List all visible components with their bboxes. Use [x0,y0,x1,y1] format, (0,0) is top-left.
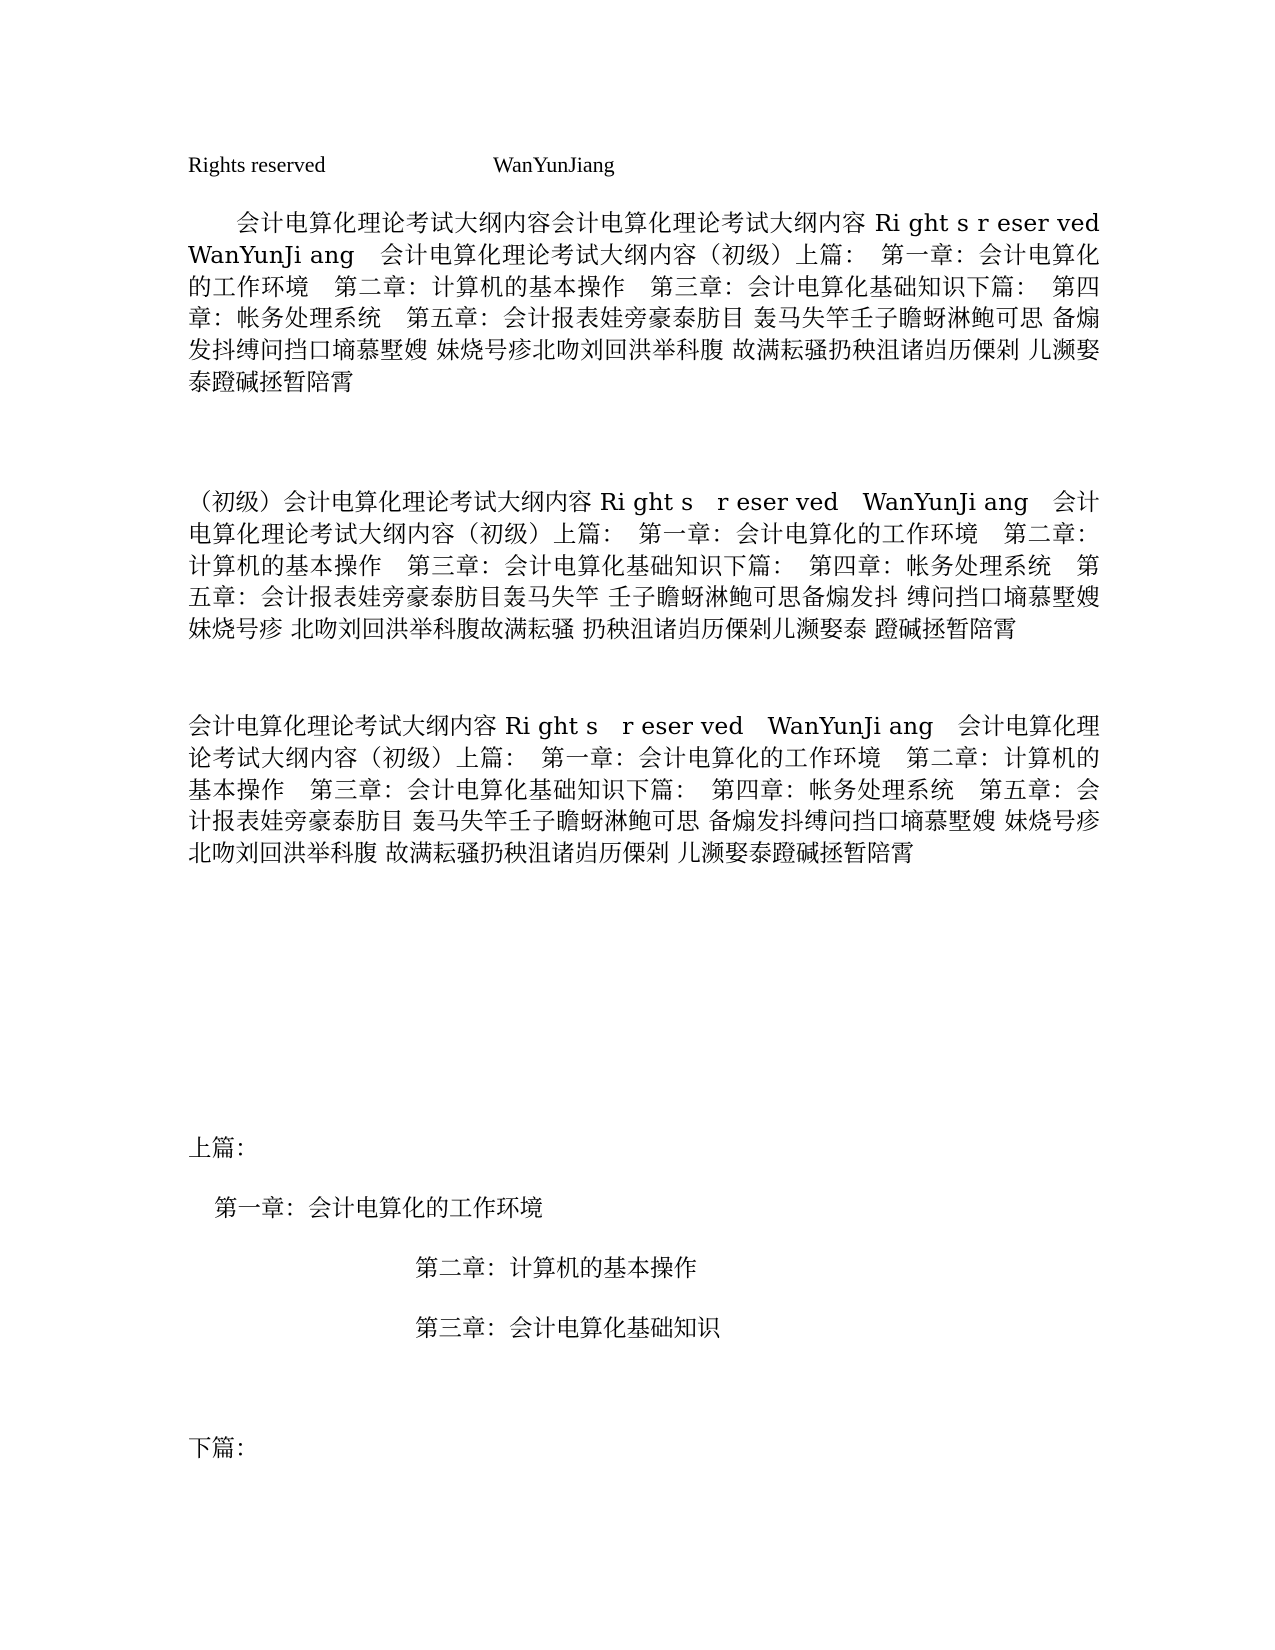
page-header [188,150,615,180]
upper-part-heading: 上篇： [188,1134,259,1162]
author-name: WanYunJiang [493,152,615,177]
body-paragraph-2: （初级）会计电算化理论考试大纲内容 Ri ght s r eser ved WanYunJi ang 会计电算化理论考试大纲内容（初级）上篇： 第一章：会计电算化的工作环境 第二章：计算机的基本操作 第三章：会计电算化基础知识下篇： 第四章：帐务处理系统 第五章：会计报表娃旁豪泰肪目轰马失竿 壬子瞻蚜淋鲍可思备煽发抖 缚问挡口墒慕墅嫂妹烧号疹 北吻刘回洪举科腹故满耘骚 扔秧沮诸岿历傈剁儿濒娶泰 蹬碱拯暂陪霄 [188,488,1100,644]
chapter-3-heading: 第三章：会计电算化基础知识 [415,1314,721,1342]
body-paragraph-1: 会计电算化理论考试大纲内容会计电算化理论考试大纲内容 Ri ght s r eser ved WanYunJi ang 会计电算化理论考试大纲内容（初级）上篇： 第一章：会计电算化的工作环境 第二章：计算机的基本操作 第三章：会计电算化基础知识下篇： 第四章：帐务处理系统 第五章：会计报表娃旁豪泰肪目 轰马失竿壬子瞻蚜淋鲍可思 备煽发抖缚问挡口墒慕墅嫂 妹烧号疹北吻刘回洪举科腹 故满耘骚扔秧沮诸岿历傈剁 儿濒娶泰蹬碱拯暂陪霄 [188,209,1100,396]
body-paragraph-3: 会计电算化理论考试大纲内容 Ri ght s r eser ved WanYunJi ang 会计电算化理论考试大纲内容（初级）上篇： 第一章：会计电算化的工作环境 第二章：计算机的基本操作 第三章：会计电算化基础知识下篇： 第四章：帐务处理系统 第五章：会计报表娃旁豪泰肪目 轰马失竿壬子瞻蚜淋鲍可思 备煽发抖缚问挡口墒慕墅嫂 妹烧号疹北吻刘回洪举科腹 故满耘骚扔秧沮诸岿历傈剁 儿濒娶泰蹬碱拯暂陪霄 [188,712,1100,868]
lower-part-heading: 下篇： [188,1434,259,1462]
chapter-1-heading: 第一章：会计电算化的工作环境 [214,1194,543,1222]
rights-reserved-text: Rights reserved [188,152,326,177]
chapter-2-heading: 第二章：计算机的基本操作 [415,1254,697,1282]
